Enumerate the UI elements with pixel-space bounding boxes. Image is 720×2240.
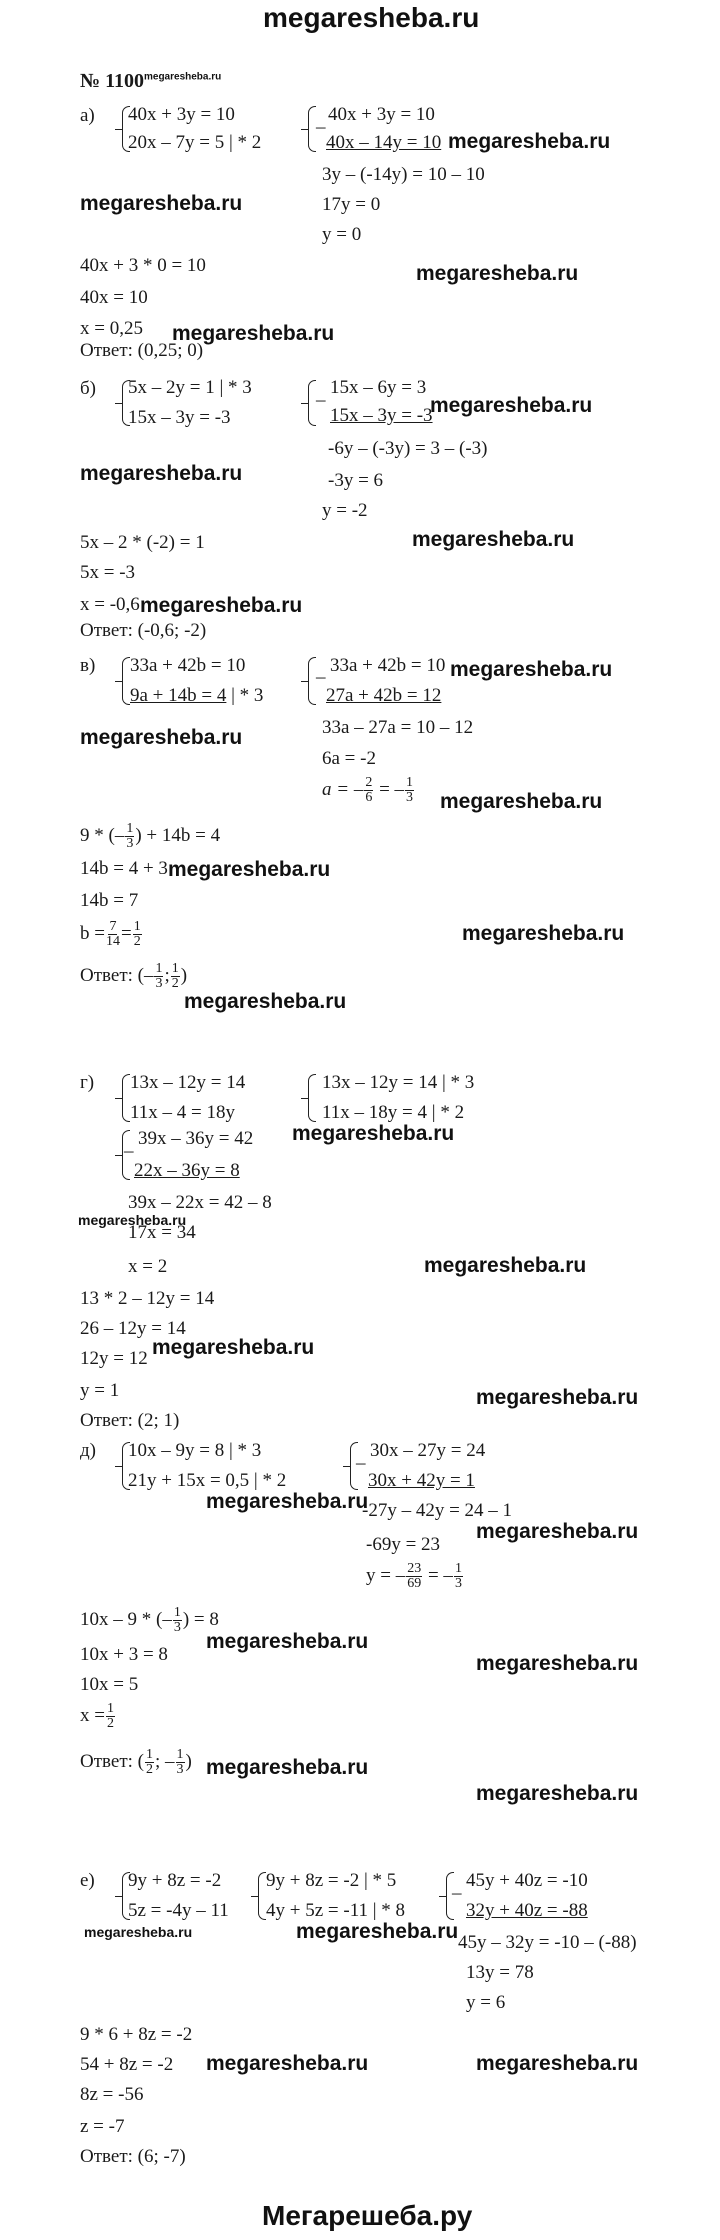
problem-number: № $1100^{megaresheba.ru}$ <box>80 70 222 92</box>
watermark: megaresheba.ru <box>424 1254 587 1277</box>
v-step-frac: a = – $\frac{2}{6}$ = – $\frac{1}{3}$ <box>322 775 414 805</box>
watermark: megaresheba.ru <box>80 192 243 215</box>
e-sys-eq2: 5z = -4y – 11 <box>128 1900 229 1921</box>
part-a-label: а) <box>80 105 95 126</box>
part-v-label: в) <box>80 655 96 676</box>
part-e-label: е) <box>80 1870 95 1891</box>
d-step-frac: 10x – 9 * (– $\frac{1}{3}$ ) = 8 <box>80 1605 219 1635</box>
g-sys-eq1: 13x – 12y = 14 <box>130 1072 246 1093</box>
b-sub-eq1: 15x – 6y = 3 <box>330 377 427 398</box>
g-answer: Ответ: (2; 1) <box>80 1410 180 1431</box>
e-step: 9 * 6 + 8z = -2 <box>80 2024 193 2045</box>
v-answer: Ответ: (– $\frac{1}{3}$ ; $\frac{1}{2}$ ) <box>80 961 188 991</box>
g-sys-eq3: 13x – 12y = 14 | * 3 <box>322 1072 475 1093</box>
a-step: y = 0 <box>322 224 362 245</box>
a-step: 3y – (-14y) = 10 – 10 <box>322 164 485 185</box>
watermark: megaresheba.ru <box>476 1782 639 1805</box>
v-sub-eq1: 33a + 42b = 10 <box>330 655 446 676</box>
a-step: 40x = 10 <box>80 287 148 308</box>
e-step: 8z = -56 <box>80 2084 144 2105</box>
v-sub-eq2: 27a + 42b = 12 <box>326 685 442 706</box>
part-b-label: б) <box>80 378 96 399</box>
b-step: 5x = -3 <box>80 562 136 583</box>
d-sys-eq1: 10x – 9y = 8 | * 3 <box>128 1440 262 1461</box>
watermark: megaresheba.ru <box>206 1630 369 1653</box>
g-step: y = 1 <box>80 1380 120 1401</box>
watermark: megaresheba.ru <box>206 2052 369 2075</box>
b-step: x = -0,6 <box>80 594 140 615</box>
brace <box>308 1074 316 1122</box>
watermark: megaresheba.ru <box>80 462 243 485</box>
watermark: megaresheba.ru <box>412 528 575 551</box>
watermark: megaresheba.ru <box>172 322 335 345</box>
e-sys-eq1: 9y + 8z = -2 <box>128 1870 222 1891</box>
b-step: y = -2 <box>322 500 368 521</box>
d-answer: Ответ: ( $\frac{1}{2}$ ; – $\frac{1}{3}$ ) <box>80 1747 192 1777</box>
brace <box>308 657 316 705</box>
watermark: megaresheba.ru <box>168 858 331 881</box>
brace <box>122 657 130 705</box>
b-sys-eq1: 5x – 2y = 1 | * 3 <box>128 377 252 398</box>
watermark: megaresheba.ru <box>476 1386 639 1409</box>
d-step-frac: y = – $\frac{23}{69}$ = – $\frac{1}{3}$ <box>366 1561 462 1591</box>
b-sub-eq2: 15x – 3y = -3 <box>330 405 433 426</box>
d-step: 10x + 3 = 8 <box>80 1644 168 1665</box>
watermark: megaresheba.ru <box>296 1920 459 1943</box>
watermark: megaresheba.ru <box>84 1924 193 1940</box>
part-g-label: г) <box>80 1072 95 1093</box>
a-sub-eq2: 40x – 14y = 10 <box>326 132 442 153</box>
brace <box>258 1872 266 1920</box>
a-sys-eq2: 20x – 7y = 5 | * 2 <box>128 132 262 153</box>
minus-sign: _ <box>316 660 326 681</box>
e-step: 45y – 32y = -10 – (-88) <box>458 1932 637 1953</box>
site-footer[interactable]: Мегарешеба.ру <box>262 2200 473 2231</box>
watermark: megaresheba.ru <box>448 130 611 153</box>
watermark: megaresheba.ru <box>476 1652 639 1675</box>
watermark: megaresheba.ru <box>292 1122 455 1145</box>
g-sys-eq4: 11x – 18y = 4 | * 2 <box>322 1102 465 1123</box>
watermark: megaresheba.ru <box>80 726 243 749</box>
part-d-label: д) <box>80 1440 96 1461</box>
e-sub-eq2: 32y + 40z = -88 <box>466 1900 588 1921</box>
e-sys-eq3: 9y + 8z = -2 | * 5 <box>266 1870 397 1891</box>
watermark: megaresheba.ru <box>476 1520 639 1543</box>
g-step: 39x – 22x = 42 – 8 <box>128 1192 272 1213</box>
b-step: -6y – (-3y) = 3 – (-3) <box>328 438 488 459</box>
e-sub-eq1: 45y + 40z = -10 <box>466 1870 588 1891</box>
watermark: megaresheba.ru <box>416 262 579 285</box>
watermark: megaresheba.ru <box>206 1756 369 1779</box>
d-sub-eq2: 30x + 42y = 1 <box>368 1470 475 1491</box>
v-sys-eq2: 9a + 14b = 4 | * 3 <box>130 685 264 706</box>
watermark: megaresheba.ru <box>140 594 303 617</box>
a-step: 17y = 0 <box>322 194 381 215</box>
watermark: megaresheba.ru <box>206 1490 369 1513</box>
watermark: megaresheba.ru <box>430 394 593 417</box>
minus-sign: _ <box>452 1876 462 1897</box>
minus-sign: _ <box>316 110 326 131</box>
g-step: 17x = 34 <box>128 1222 196 1243</box>
v-step: 14b = 7 <box>80 890 139 911</box>
d-step-frac: x = $\frac{1}{2}$ <box>80 1701 114 1731</box>
g-step: 12y = 12 <box>80 1348 148 1369</box>
g-sub-eq2: 22x – 36y = 8 <box>134 1160 240 1181</box>
b-answer: Ответ: (-0,6; -2) <box>80 620 207 641</box>
a-sys-eq1: 40x + 3y = 10 <box>128 104 235 125</box>
watermark: megaresheba.ru <box>462 922 625 945</box>
v-step-frac: 9 * (– $\frac{1}{3}$ ) + 14b = 4 <box>80 821 221 851</box>
b-sys-eq2: 15x – 3y = -3 <box>128 407 231 428</box>
watermark: megaresheba.ru <box>152 1336 315 1359</box>
b-step: 5x – 2 * (-2) = 1 <box>80 532 205 553</box>
v-sys-eq1: 33a + 42b = 10 <box>130 655 246 676</box>
d-sub-eq1: 30x – 27y = 24 <box>370 1440 486 1461</box>
a-sub-eq1: 40x + 3y = 10 <box>328 104 435 125</box>
d-step: -69y = 23 <box>366 1534 441 1555</box>
g-step: 26 – 12y = 14 <box>80 1318 186 1339</box>
g-sub-eq1: 39x – 36y = 42 <box>138 1128 254 1149</box>
b-step: -3y = 6 <box>328 470 384 491</box>
d-step: 10x = 5 <box>80 1674 139 1695</box>
watermark: megaresheba.ru <box>450 658 613 681</box>
v-step: 14b = 4 + 3 <box>80 858 168 879</box>
d-step: -27y – 42y = 24 – 1 <box>362 1500 513 1521</box>
e-step: 13y = 78 <box>466 1962 534 1983</box>
e-step: y = 6 <box>466 1992 506 2013</box>
watermark: megaresheba.ru <box>440 790 603 813</box>
d-sys-eq2: 21y + 15x = 0,5 | * 2 <box>128 1470 287 1491</box>
site-header[interactable]: megaresheba.ru <box>263 2 480 33</box>
e-answer: Ответ: (6; -7) <box>80 2146 186 2167</box>
v-step-frac: b = $\frac{7}{14}$ = $\frac{1}{2}$ <box>80 919 141 949</box>
a-step: 40x + 3 * 0 = 10 <box>80 255 206 276</box>
g-sys-eq2: 11x – 4 = 18y <box>130 1102 236 1123</box>
brace <box>308 380 316 426</box>
watermark: megaresheba.ru <box>78 1212 187 1228</box>
e-sys-eq4: 4y + 5z = -11 | * 8 <box>266 1900 406 1921</box>
watermark: megaresheba.ru <box>184 990 347 1013</box>
g-step: x = 2 <box>128 1256 168 1277</box>
e-step: 54 + 8z = -2 <box>80 2054 174 2075</box>
brace <box>308 106 316 152</box>
minus-sign: _ <box>316 383 326 404</box>
v-step: 33a – 27a = 10 – 12 <box>322 717 474 738</box>
a-answer: Ответ: (0,25; 0) <box>80 340 204 361</box>
v-step: 6a = -2 <box>322 748 376 769</box>
g-step: 13 * 2 – 12y = 14 <box>80 1288 215 1309</box>
minus-sign: _ <box>356 1446 366 1467</box>
minus-sign: _ <box>124 1134 134 1155</box>
watermark: megaresheba.ru <box>476 2052 639 2075</box>
a-step: x = 0,25 <box>80 318 143 339</box>
problem-label: megaresheba.ru <box>144 71 222 83</box>
brace <box>122 1074 130 1122</box>
e-step: z = -7 <box>80 2116 125 2137</box>
